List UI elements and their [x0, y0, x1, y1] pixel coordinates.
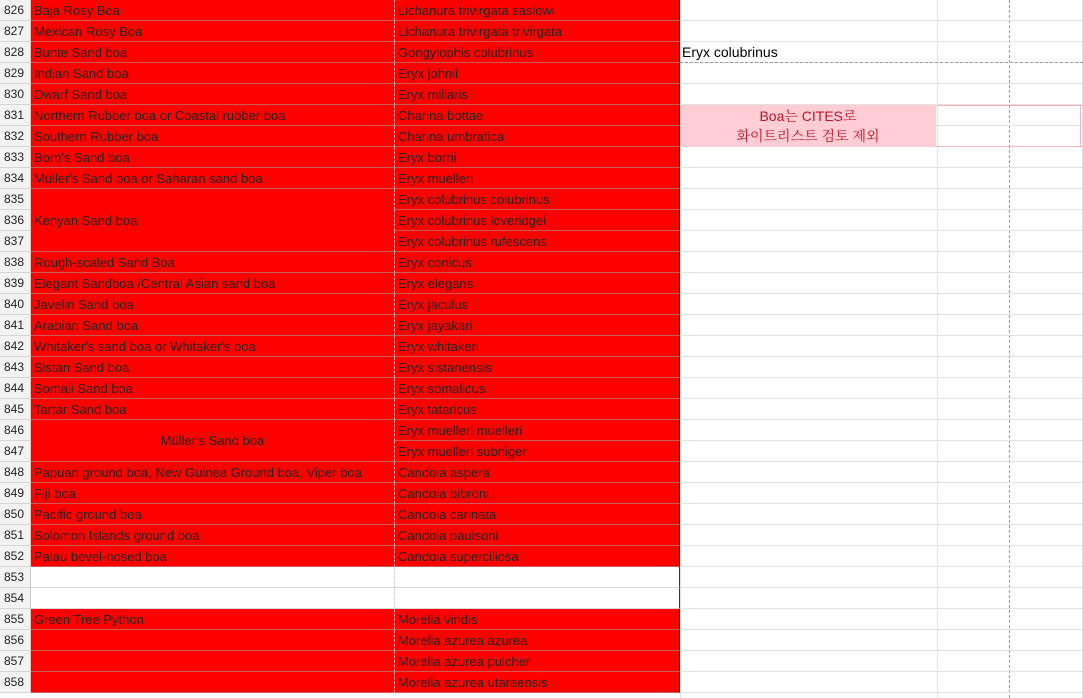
cell-scientific-name[interactable]: Eryx borrii	[394, 147, 680, 168]
row-header[interactable]: 852	[0, 546, 31, 567]
row-header[interactable]: 841	[0, 315, 31, 336]
row-gridline	[680, 629, 1083, 630]
cell-scientific-name[interactable]: Morelia azurea azurea	[394, 630, 680, 651]
cell-scientific-name[interactable]: Candoia carinata	[394, 504, 680, 525]
row-header[interactable]: 833	[0, 147, 31, 168]
row-gridline	[680, 188, 1083, 189]
cell-c828[interactable]: Eryx colubrinus	[682, 44, 778, 60]
cell-common-name[interactable]: Tartar Sand boa	[31, 399, 394, 420]
row-gridline	[680, 545, 1083, 546]
cell-scientific-name[interactable]: Eryx whitakeri	[394, 336, 680, 357]
cell-scientific-name[interactable]: Candoia superciliosa	[394, 546, 680, 567]
cell-scientific-name[interactable]: Eryx muelleri subniger	[394, 441, 680, 462]
cell-scientific-name[interactable]: Eryx somalicus	[394, 378, 680, 399]
row-gridline	[680, 566, 1083, 567]
cell-common-name[interactable]: Whitaker's sand boa or Whitaker's boa	[31, 336, 394, 357]
row-gridline	[680, 293, 1083, 294]
cell-scientific-name[interactable]: Charina bottae	[394, 105, 680, 126]
row-header[interactable]: 829	[0, 63, 31, 84]
row-header[interactable]: 849	[0, 483, 31, 504]
row-gridline	[680, 230, 1083, 231]
cell-common-name[interactable]: Fiji boa	[31, 483, 394, 504]
note-highlight-edge	[1080, 105, 1081, 147]
cell-common-name[interactable]: Northern Rubber boa or Coastal rubber boa	[31, 105, 394, 126]
cell-common-name[interactable]: Green Tree Python	[31, 609, 394, 630]
row-header[interactable]: 845	[0, 399, 31, 420]
cell-scientific-name[interactable]: Eryx conicus	[394, 252, 680, 273]
row-header[interactable]: 840	[0, 294, 31, 315]
row-gridline	[680, 461, 1083, 462]
row-header[interactable]: 835	[0, 189, 31, 210]
row-header[interactable]: 826	[0, 0, 31, 21]
cell-scientific-name[interactable]	[394, 588, 680, 609]
cell-scientific-name[interactable]: Eryx tataricus	[394, 399, 680, 420]
cites-note[interactable]	[680, 105, 936, 147]
row-gridline	[680, 251, 1083, 252]
cell-common-name[interactable]	[31, 651, 394, 672]
cell-common-name[interactable]: Dwarf Sand boa	[31, 84, 394, 105]
row-header[interactable]: 857	[0, 651, 31, 672]
row-header[interactable]: 855	[0, 609, 31, 630]
row-header[interactable]: 832	[0, 126, 31, 147]
row-header[interactable]: 842	[0, 336, 31, 357]
cell-common-name[interactable]: Müller's Sand boa or Saharan sand boa	[31, 168, 394, 189]
cell-common-name[interactable]: Sistan Sand boa	[31, 357, 394, 378]
merged-cell-mullers-sand-boa[interactable]: Müller's Sand boa	[31, 420, 394, 462]
row-gridline	[680, 587, 1083, 588]
cell-scientific-name[interactable]: Candoia bibroni	[394, 483, 680, 504]
cell-scientific-name[interactable]: Morelia viridis	[394, 609, 680, 630]
cell-common-name[interactable]: Somali Sand boa	[31, 378, 394, 399]
cell-scientific-name[interactable]: Eryx colubrinus rufescens	[394, 231, 680, 252]
row-gridline	[680, 398, 1083, 399]
row-gridline	[680, 650, 1083, 651]
row-gridline	[680, 167, 1083, 168]
row-gridline	[680, 503, 1083, 504]
row-header[interactable]: 850	[0, 504, 31, 525]
row-header[interactable]: 853	[0, 567, 31, 588]
row-header[interactable]: 847	[0, 441, 31, 462]
row-header[interactable]: 831	[0, 105, 31, 126]
cell-scientific-name[interactable]: Candoia aspera	[394, 462, 680, 483]
cell-common-name[interactable]: Solomon Islands ground boa	[31, 525, 394, 546]
cell-common-name[interactable]: Rough-scaled Sand Boa	[31, 252, 394, 273]
cell-common-name[interactable]	[31, 567, 394, 588]
row-header[interactable]: 844	[0, 378, 31, 399]
note-highlight-extension	[937, 105, 1083, 147]
cell-scientific-name[interactable]: Eryx elegans	[394, 273, 680, 294]
row-gridline	[680, 335, 1083, 336]
cell-common-name[interactable]: Indian Sand boa	[31, 63, 394, 84]
cell-common-name[interactable]	[31, 588, 394, 609]
row-gridline	[680, 440, 1083, 441]
row-gridline	[680, 482, 1083, 483]
cell-scientific-name[interactable]: Eryx muelleri muelleri	[394, 420, 680, 441]
cell-scientific-name[interactable]: Eryx jayakari	[394, 315, 680, 336]
row-gridline	[680, 356, 1083, 357]
row-gridline	[680, 524, 1083, 525]
cell-common-name[interactable]: Javelin Sand boa	[31, 294, 394, 315]
row-gridline	[680, 692, 1083, 693]
cell-common-name[interactable]: Mexican Rosy Boa	[31, 21, 394, 42]
cell-scientific-name[interactable]: Morelia azurea utaraensis	[394, 672, 680, 693]
row-header[interactable]: 839	[0, 273, 31, 294]
row-header[interactable]: 830	[0, 84, 31, 105]
row-header[interactable]: 858	[0, 672, 31, 693]
row-header[interactable]: 827	[0, 21, 31, 42]
row-header[interactable]: 837	[0, 231, 31, 252]
cell-common-name[interactable]: Arabian Sand boa	[31, 315, 394, 336]
row-gridline	[680, 314, 1083, 315]
row-header[interactable]: 851	[0, 525, 31, 546]
cell-common-name[interactable]: Born's Sand boa	[31, 147, 394, 168]
cell-scientific-name[interactable]: Eryx jaculus	[394, 294, 680, 315]
cell-scientific-name[interactable]: Eryx miliaris	[394, 84, 680, 105]
cell-scientific-name[interactable]: Eryx johnii	[394, 63, 680, 84]
cell-scientific-name[interactable]: Eryx muelleri	[394, 168, 680, 189]
cell-scientific-name[interactable]: Gongylophis colubrinus	[394, 42, 680, 63]
cell-common-name[interactable]: Elegant Sandboa /Central Asian sand boa	[31, 273, 394, 294]
row-gridline	[680, 377, 1083, 378]
cell-common-name[interactable]	[31, 630, 394, 651]
cell-common-name[interactable]: Baja Rosy Boa	[31, 0, 394, 21]
cell-common-name[interactable]: Pacific ground boa	[31, 504, 394, 525]
row-gridline	[680, 272, 1083, 273]
row-gridline	[680, 20, 1083, 21]
cell-common-name[interactable]: Southern Rubber boa	[31, 126, 394, 147]
cites-note-line1: Boa는 CITES로	[759, 108, 857, 124]
row-header[interactable]: 843	[0, 357, 31, 378]
row-header[interactable]: 828	[0, 42, 31, 63]
row-header[interactable]: 838	[0, 252, 31, 273]
row-header[interactable]: 834	[0, 168, 31, 189]
cell-scientific-name[interactable]: Eryx colubrinus colubrinus	[394, 189, 680, 210]
cell-scientific-name[interactable]	[394, 567, 680, 588]
cell-scientific-name[interactable]: Eryx sistanensis	[394, 357, 680, 378]
row-gridline	[680, 608, 1083, 609]
cell-scientific-name[interactable]: Lichanura trivirgata saslowi	[394, 0, 680, 21]
row-gridline	[680, 419, 1083, 420]
row-gridline	[680, 83, 1083, 84]
cell-scientific-name[interactable]: Eryx colubrinus loveridgei	[394, 210, 680, 231]
row-gridline	[680, 671, 1083, 672]
merged-cell-kenyan-sand-boa[interactable]: Kenyan Sand boa	[31, 189, 394, 252]
row-header[interactable]: 848	[0, 462, 31, 483]
cell-scientific-name[interactable]: Lichanura trivirgata trivirgata	[394, 21, 680, 42]
cell-common-name[interactable]: Papuan ground boa, New Guinea Ground boa, Viper boa	[31, 462, 394, 483]
cell-common-name[interactable]: Palau bevel-nosed boa	[31, 546, 394, 567]
cell-scientific-name[interactable]: Candoia paulsoni	[394, 525, 680, 546]
row-header[interactable]: 856	[0, 630, 31, 651]
cell-scientific-name[interactable]: Morelia azurea pulcher	[394, 651, 680, 672]
cell-common-name[interactable]	[31, 672, 394, 693]
row-header[interactable]: 854	[0, 588, 31, 609]
row-header[interactable]: 846	[0, 420, 31, 441]
cell-common-name[interactable]: Bunte Sand boa	[31, 42, 394, 63]
cites-note-line2: 화이트리스트 검토 제외	[736, 128, 880, 144]
cell-scientific-name[interactable]: Charina umbratica	[394, 126, 680, 147]
row-gridline	[680, 209, 1083, 210]
row-header[interactable]: 836	[0, 210, 31, 231]
